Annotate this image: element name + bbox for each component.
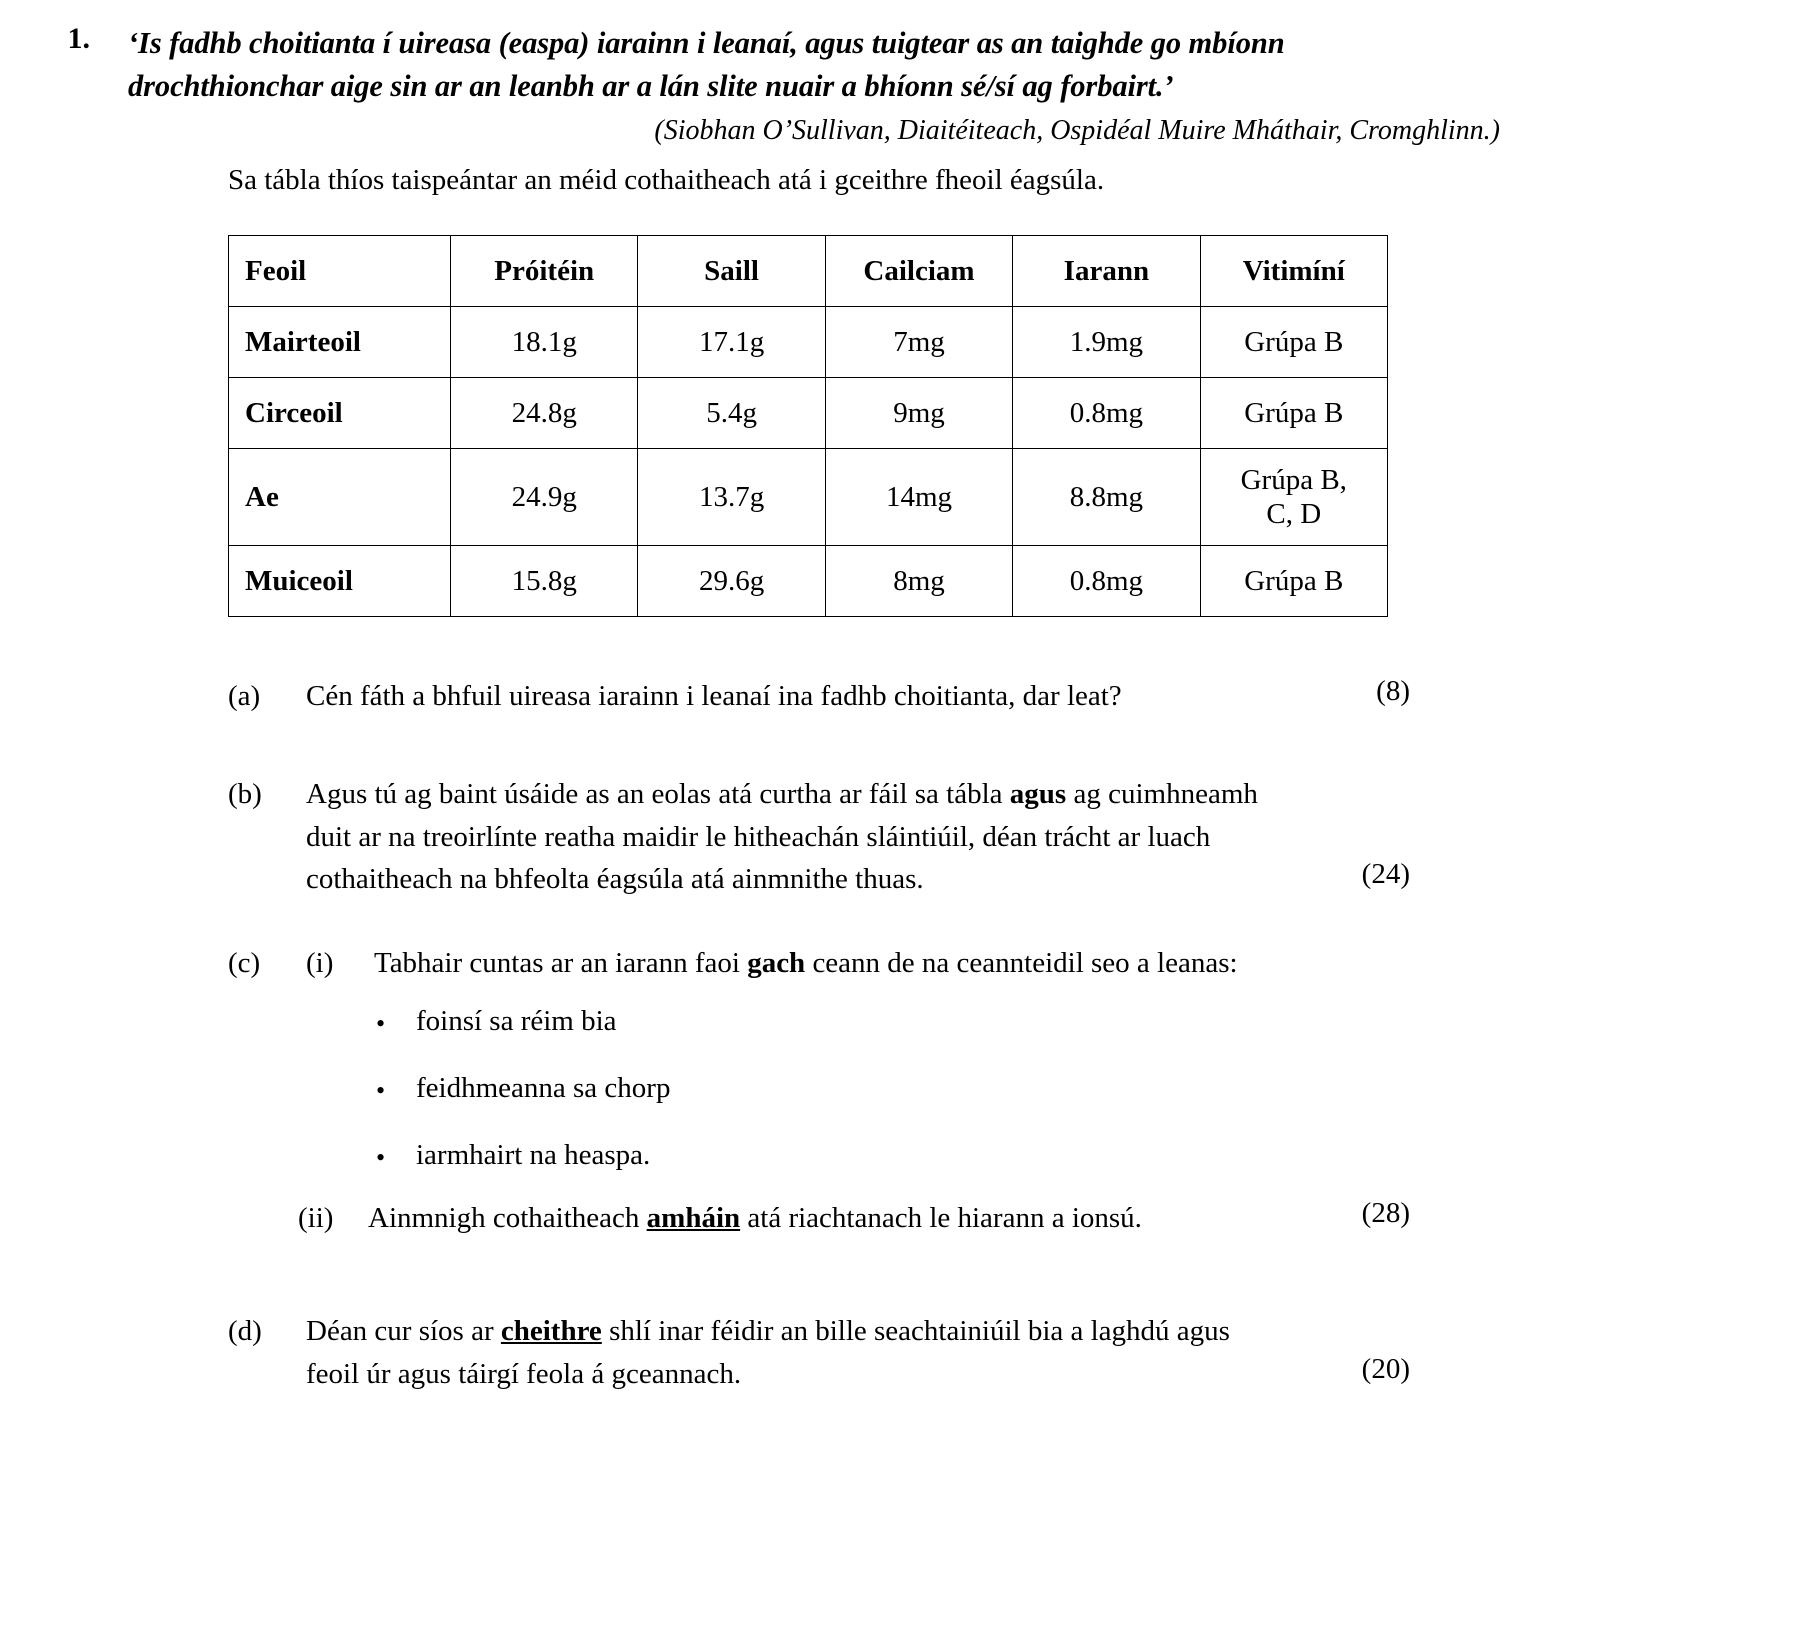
cell-cailciam: 8mg	[825, 546, 1012, 617]
cell-vitimini-line-2: C, D	[1266, 498, 1322, 530]
cell-saill: 29.6g	[638, 546, 825, 617]
cell-feoil: Circeoil	[229, 378, 451, 449]
part-c-ii-text-post: atá riachtanach le hiarann a ionsú.	[740, 1202, 1142, 1234]
cell-feoil: Muiceoil	[229, 546, 451, 617]
part-d-text	[306, 1310, 1418, 1395]
bullet-dot-icon: •	[376, 1009, 386, 1038]
part-c-ii-text-pre: Ainmnigh cothaitheach	[368, 1202, 647, 1234]
cell-vitimini: Grúpa B	[1200, 307, 1387, 378]
part-b-emphasis-agus: agus	[1009, 778, 1067, 810]
column-header-vitimini: Vitimíní	[1200, 236, 1387, 307]
part-c-label: (c)	[228, 947, 261, 979]
cell-iarann: 1.9mg	[1013, 307, 1200, 378]
cell-saill: 5.4g	[638, 378, 825, 449]
cell-iarann: 8.8mg	[1013, 449, 1200, 546]
bullet-dot-icon: •	[376, 1143, 386, 1172]
bullet-text: feidhmeanna sa chorp	[416, 1072, 671, 1104]
part-b-line-2: duit ar na treoirlínte reatha maidir le hitheachán sláintiúil, déan trácht ar luach	[306, 820, 1211, 853]
column-header-iarann: Iarann	[1013, 236, 1200, 307]
cell-vitimini	[1200, 449, 1387, 546]
part-c-ii-emphasis-amhain: amháin	[646, 1202, 741, 1234]
cell-cailciam: 14mg	[825, 449, 1012, 546]
column-header-saill: Saill	[638, 236, 825, 307]
table-row	[229, 449, 1388, 546]
part-c-i-text-pre: Tabhair cuntas ar an iarann faoi	[374, 947, 748, 979]
part-b-line-1	[306, 773, 1418, 816]
question-part-c-ii	[298, 1197, 1418, 1240]
question-part-d	[228, 1310, 1418, 1395]
cell-feoil: Ae	[229, 449, 451, 546]
part-d-line-1	[306, 1310, 1418, 1353]
part-c-i-text-post: ceann de na ceannteidil seo a leanas:	[805, 947, 1238, 979]
quote-block	[90, 22, 1520, 150]
part-b-marks: (24)	[1361, 858, 1410, 890]
column-header-proitein: Próitéin	[451, 236, 638, 307]
part-d-line-1-post: shlí inar féidir an bille seachtainiúil bia a laghdú agus	[601, 1315, 1230, 1347]
question-part-c-i	[228, 942, 1418, 985]
cell-iarann: 0.8mg	[1013, 546, 1200, 617]
cell-proitein: 15.8g	[451, 546, 638, 617]
part-d-marks: (20)	[1361, 1353, 1410, 1385]
part-c-i-text	[374, 942, 1418, 985]
part-b-line-3: cothaitheach na bhfeolta éagsúla atá ainmnithe thuas.	[306, 863, 924, 896]
list-item	[368, 1072, 1268, 1105]
part-d-line-1-pre: Déan cur síos ar	[306, 1315, 501, 1347]
table-intro-text: Sa tábla thíos taispeántar an méid cothaitheach atá i gceithre fheoil éagsúla.	[228, 164, 1105, 196]
column-header-feoil: Feoil	[229, 236, 451, 307]
part-d-emphasis-cheithre: cheithre	[500, 1315, 602, 1347]
question-header	[0, 22, 1520, 150]
cell-vitimini-line-1: Grúpa B,	[1240, 463, 1347, 496]
cell-proitein: 18.1g	[451, 307, 638, 378]
part-b-line-1-pre: Agus tú ag baint úsáide as an eolas atá curtha ar fáil sa tábla	[306, 778, 1010, 810]
cell-cailciam: 7mg	[825, 307, 1012, 378]
cell-feoil: Mairteoil	[229, 307, 451, 378]
question-number: 1.	[67, 22, 90, 55]
question-part-b	[228, 773, 1418, 901]
part-c-ii-label: (ii)	[298, 1202, 334, 1234]
bullet-text: iarmhairt na heaspa.	[416, 1139, 651, 1171]
quote-attribution: (Siobhan O’Sullivan, Diaitéiteach, Ospidéal Muire Mháthair, Cromghlinn.)	[654, 114, 1500, 146]
cell-proitein: 24.8g	[451, 378, 638, 449]
bullet-text: foinsí sa réim bia	[416, 1005, 617, 1037]
cell-iarann: 0.8mg	[1013, 378, 1200, 449]
cell-vitimini: Grúpa B	[1200, 546, 1387, 617]
cell-saill: 13.7g	[638, 449, 825, 546]
cell-proitein: 24.9g	[451, 449, 638, 546]
question-part-a	[228, 675, 1408, 718]
part-c-i-label: (i)	[306, 947, 334, 979]
quote-line-2: drochthionchar aige sin ar an leanbh ar a lán slite nuair a bhíonn sé/sí ag forbairt.’	[128, 69, 1174, 104]
table-row	[229, 307, 1388, 378]
bullet-dot-icon: •	[376, 1076, 386, 1105]
part-a-label: (a)	[228, 680, 261, 712]
part-d-label: (d)	[228, 1315, 262, 1347]
part-c-i-emphasis-gach: gach	[747, 947, 806, 979]
list-item	[368, 1139, 1268, 1172]
part-b-text	[306, 773, 1418, 901]
part-b-label: (b)	[228, 778, 262, 810]
part-b-line-1-post: ag cuimhneamh	[1066, 778, 1258, 810]
cell-saill: 17.1g	[638, 307, 825, 378]
list-item	[368, 1005, 1268, 1038]
part-a-marks: (8)	[1376, 675, 1410, 707]
part-c-ii-text	[368, 1197, 1418, 1240]
quote-line-1: ‘Is fadhb choitianta í uireasa (easpa) iarainn i leanaí, agus tuigtear as an taighde go mbíonn	[128, 26, 1285, 60]
part-c-i-bullet-list	[368, 1005, 1268, 1172]
table-row	[229, 546, 1388, 617]
part-a-text: Cén fáth a bhfuil uireasa iarainn i leanaí ina fadhb choitianta, dar leat?	[306, 680, 1122, 712]
cell-cailciam: 9mg	[825, 378, 1012, 449]
cell-vitimini: Grúpa B	[1200, 378, 1387, 449]
column-header-cailciam: Cailciam	[825, 236, 1012, 307]
part-d-line-2: feoil úr agus táirgí feola á gceannach.	[306, 1357, 742, 1390]
table-header-row	[229, 236, 1388, 307]
table-row	[229, 378, 1388, 449]
nutrition-table	[228, 235, 1388, 617]
part-c-marks: (28)	[1361, 1197, 1410, 1229]
